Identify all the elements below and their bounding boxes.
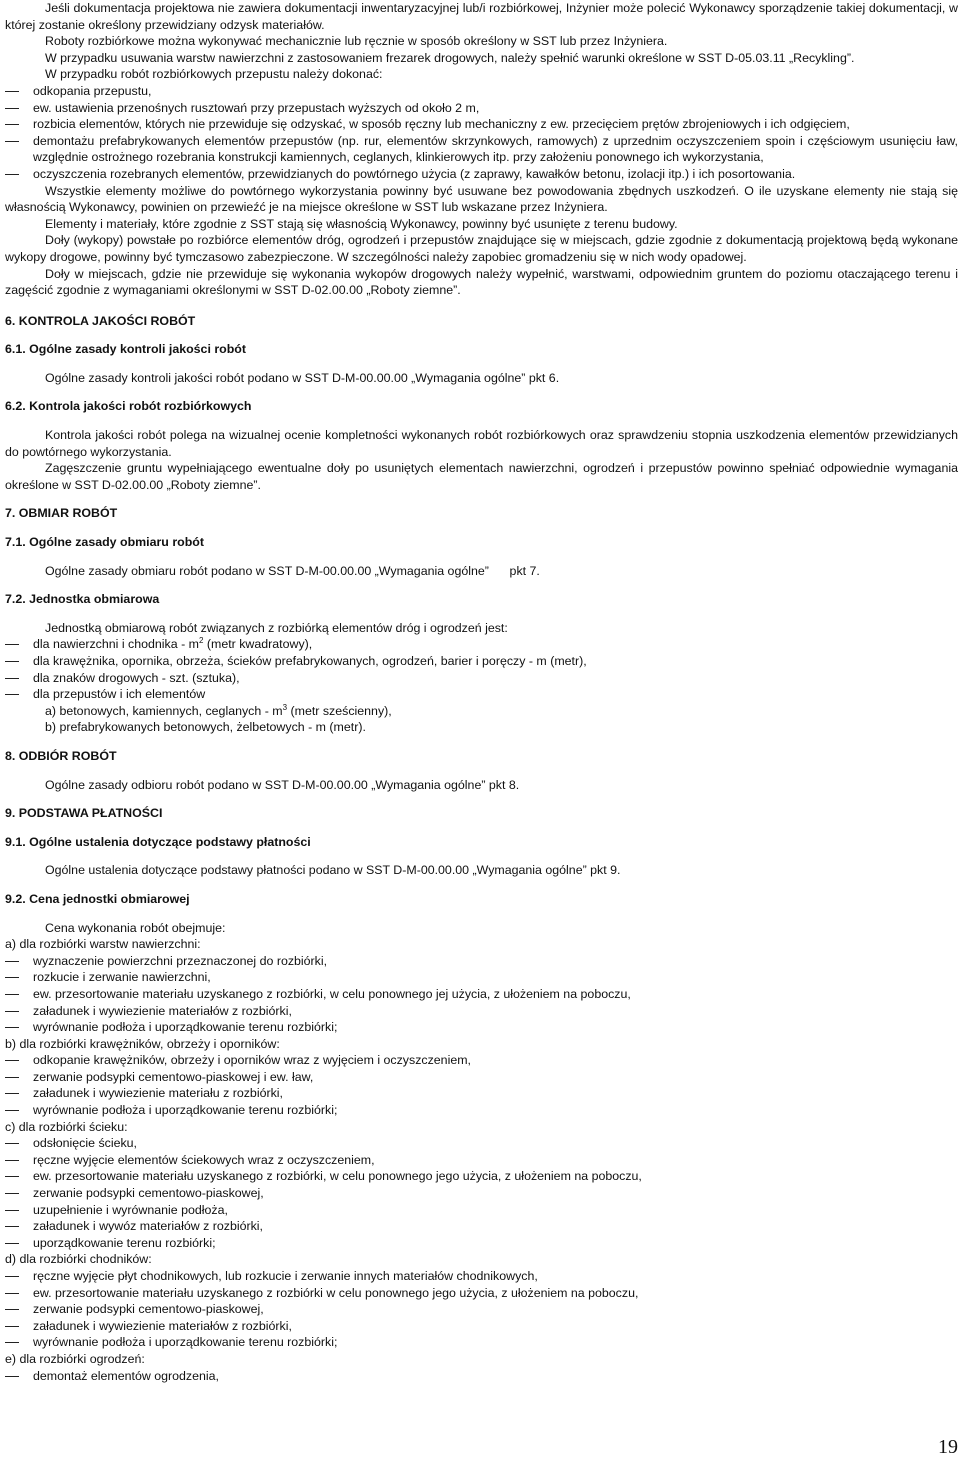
paragraph: Doły (wykopy) powstałe po rozbiórce elementów dróg, ogrodzeń i przepustów znajdujące się w miejscach, gdzie zgodnie z dokumentacją projektową będą wykonane wykopy drogowe, powinny być tymczasowo zabezpieczone. W szczególności należy zapobiec gromadzeniu się w nich wody opadowej. [5,233,958,264]
document-page [5,0,958,1384]
paragraph: Ogólne zasady kontroli jakości robót podano w SST D-M-00.00.00 „Wymagania ogólne” pkt 6. [45,370,560,385]
list-item: uporządkowanie terenu rozbiórki; [5,1235,958,1252]
list-item: dla nawierzchni i chodnika - $m^2$ (metr kwadratowy), [5,636,958,653]
list-item: wyrównanie podłoża i uporządkowanie terenu rozbiórki; [5,1102,958,1119]
list-item: ew. przesortowanie materiału uzyskanego z rozbiórki, w celu ponownego jego użycia, z ułożeniem na poboczu, [5,1168,958,1185]
list-item: uzupełnienie i wyrównanie podłoża, [5,1202,958,1219]
list-subitem: a) betonowych, kamiennych, ceglanych - $m^3$ (metr sześcienny), [45,702,392,718]
list-item: wyznaczenie powierzchni przeznaczonej do rozbiórki, [5,953,958,970]
list-item: odsłonięcie ścieku, [5,1135,958,1152]
list-item: ręczne wyjęcie elementów ściekowych wraz z oczyszczeniem, [5,1152,958,1169]
list-heading: a) dla rozbiórki warstw nawierzchni: [5,937,201,952]
subsection-heading: 6.2. Kontrola jakości robót rozbiórkowych [5,399,252,414]
paragraph: Zagęszczenie gruntu wypełniającego ewentualne doły po usuniętych elementach nawierzchni, ogrodzeń i przepustów powinno spełniać odpowiednie wymagania określone w SST D-02.00.00 „Roboty ziemne”. [5,461,958,492]
list-item: ew. przesortowanie materiału uzyskanego z rozbiórki w celu ponownego jego użycia, z ułożeniem na poboczu, [5,1285,958,1302]
paragraph: W przypadku robót rozbiórkowych przepustu należy dokonać: [45,67,383,82]
list-item: dla krawężnika, opornika, obrzeża, ścieków prefabrykowanych, ogrodzeń, barier i poręczy - m (metr), [5,653,958,670]
section-heading: 8. ODBIÓR ROBÓT [5,748,117,763]
paragraph: Ogólne zasady obmiaru robót podano w SST D-M-00.00.00 „Wymagania ogólne” pkt 7. [45,563,540,578]
list-item: demontażu prefabrykowanych elementów przepustów (np. rur, elementów skrzynkowych, ramowych) z uprzednim oczyszczeniem spoin i częściowym usunięciu ław, względnie ostrożnego rozebrania konstrukcji kamiennych, ceglanych, klinkierowych itp. przy założeniu ponownego ich wykorzystania, [5,133,958,166]
list-item: ew. ustawienia przenośnych rusztowań przy przepustach wyższych od około 2 m, [5,100,958,117]
paragraph: Jeśli dokumentacja projektowa nie zawiera dokumentacji inwentaryzacyjnej lub/i rozbiórkowej, Inżynier może polecić Wykonawcy sporządzenie takiej dokumentacji, w której zostanie określony przewidziany odzysk materiałów. [5,1,958,32]
section-heading: 9. PODSTAWA PŁATNOŚCI [5,806,163,821]
subsection-heading: 6.1. Ogólne zasady kontroli jakości robót [5,342,246,357]
list-item: rozbicia elementów, których nie przewiduje się odzyskać, w sposób ręczny lub mechaniczny z ew. przecięciem prętów zbrojeniowych i ich odgięciem, [5,116,958,133]
list-item: zerwanie podsypki cementowo-piaskowej, [5,1185,958,1202]
list-item: zerwanie podsypki cementowo-piaskowej i ew. ław, [5,1069,958,1086]
list-item: załadunek i wywiezienie materiałów z rozbiórki, [5,1003,958,1020]
list-item: dla znaków drogowych - szt. (sztuka), [5,670,958,687]
list-item: oczyszczenia rozebranych elementów, przewidzianych do powtórnego użycia (z zaprawy, kawałków betonu, izolacji itp.) i ich posortowania. [5,166,958,183]
subsection-heading: 9.1. Ogólne ustalenia dotyczące podstawy płatności [5,834,311,849]
paragraph: Cena wykonania robót obejmuje: [45,920,226,935]
paragraph: W przypadku usuwania warstw nawierzchni z zastosowaniem frezarek drogowych, należy spełnić warunki określone w SST D-05.03.11 „Recykling”. [45,50,855,65]
subsection-heading: 7.1. Ogólne zasady obmiaru robót [5,535,204,550]
paragraph: Jednostką obmiarową robót związanych z rozbiórką elementów dróg i ogrodzeń jest: [45,620,508,635]
list-item: dla przepustów i ich elementów [5,686,958,703]
subsection-heading: 9.2. Cena jednostki obmiarowej [5,891,190,906]
section-heading: 7. OBMIAR ROBÓT [5,506,118,521]
list-subitem: b) prefabrykowanych betonowych, żelbetowych - m (metr). [45,720,366,735]
list-item: demontaż elementów ogrodzenia, [5,1368,958,1385]
list-heading: e) dla rozbiórki ogrodzeń: [5,1351,145,1366]
list-item: odkopania przepustu, [5,83,958,100]
list-item: wyrównanie podłoża i uporządkowanie terenu rozbiórki; [5,1019,958,1036]
paragraph: Wszystkie elementy możliwe do powtórnego wykorzystania powinny być usuwane bez powodowania zbędnych uszkodzeń. O ile uzyskane elementy nie stają się własnością Wykonawcy, powinien on przewieźć je na miejsce określone w SST lub wskazane przez Inżyniera. [5,183,958,215]
list-heading: d) dla rozbiórki chodników: [5,1252,152,1267]
paragraph: Roboty rozbiórkowe można wykonywać mechanicznie lub ręcznie w sposób określony w SST lub przez Inżyniera. [45,34,668,49]
page-number: 19 [938,1436,958,1458]
paragraph: Kontrola jakości robót polega na wizualnej ocenie kompletności wykonanych robót rozbiórkowych oraz sprawdzeniu stopnia uszkodzenia elementów przewidzianych do powtórnego wykorzystania. [5,428,958,459]
list-item: rozkucie i zerwanie nawierzchni, [5,969,958,986]
list-item: wyrównanie podłoża i uporządkowanie terenu rozbiórki; [5,1334,958,1351]
paragraph: Elementy i materiały, które zgodnie z SST stają się własnością Wykonawcy, powinny być usunięte z terenu budowy. [45,216,678,231]
paragraph: Ogólne ustalenia dotyczące podstawy płatności podano w SST D-M-00.00.00 „Wymagania ogólne” pkt 9. [45,863,621,878]
paragraph: Ogólne zasady odbioru robót podano w SST D-M-00.00.00 „Wymagania ogólne” pkt 8. [45,777,520,792]
subsection-heading: 7.2. Jednostka obmiarowa [5,592,160,607]
list-item: ew. przesortowanie materiału uzyskanego z rozbiórki, w celu ponownego jej użycia, z ułożeniem na poboczu, [5,986,958,1003]
section-heading: 6. KONTROLA JAKOŚCI ROBÓT [5,313,196,328]
list-item: załadunek i wywiezienie materiałów z rozbiórki, [5,1318,958,1335]
list-heading: b) dla rozbiórki krawężników, obrzeży i oporników: [5,1036,280,1051]
list-item: załadunek i wywiezienie materiału z rozbiórki, [5,1085,958,1102]
list-item: ręczne wyjęcie płyt chodnikowych, lub rozkucie i zerwanie innych materiałów chodnikowych, [5,1268,958,1285]
list-item: załadunek i wywóz materiałów z rozbiórki, [5,1218,958,1235]
paragraph: Doły w miejscach, gdzie nie przewiduje się wykonania wykopów drogowych należy wypełnić, warstwami, odpowiednim gruntem do poziomu otaczającego terenu i zagęścić zgodnie z wymaganiami określonymi w SST D-02.00.00 „Roboty ziemne”. [5,266,958,298]
list-item: zerwanie podsypki cementowo-piaskowej, [5,1301,958,1318]
list-heading: c) dla rozbiórki ścieku: [5,1119,128,1134]
list-item: odkopanie krawężników, obrzeży i oporników wraz z wyjęciem i oczyszczeniem, [5,1052,958,1069]
